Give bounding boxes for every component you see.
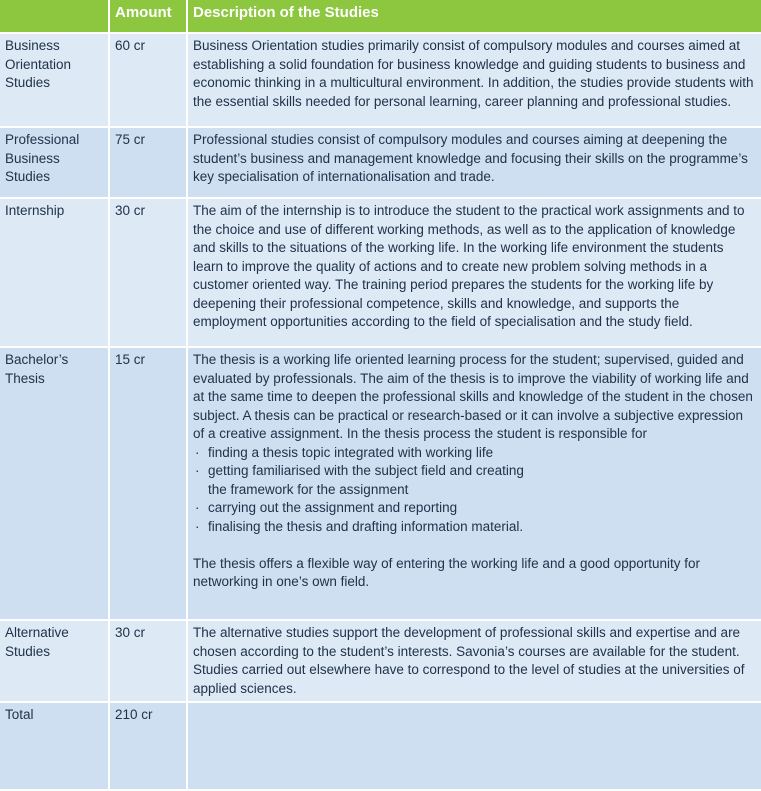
- study-name: Professional Business Studies: [0, 128, 110, 199]
- description-paragraph: The thesis offers a flexible way of entering the working life and a good opportunity for networking in one’s own field.: [193, 555, 701, 589]
- description-paragraph: The aim of the internship is to introduce the student to the practical work assignments and to the choice and use of different working methods, as well as to the application of knowledge and skills to the situations of the working life. In the working life environment the students learn to improve the quality of actions and to create new problem solving methods in a customer oriented way. The training period prepares the students for the working life by deepening their professional competence, skills and knowledge, and supports the employment opportunities according to the field of specialisation and the study field.: [193, 203, 745, 329]
- description-paragraph: The alternative studies support the development of professional skills and expertise and are chosen according to the student’s interests. Savonia’s courses are available for the student. Studies carried out elsewhere have to correspond to the level of studies at the universities of applied sciences.: [193, 625, 745, 696]
- study-amount: 60 cr: [110, 34, 188, 128]
- description-paragraph: Business Orientation studies primarily consist of compulsory modules and courses aimed at establishing a solid foundation for business knowledge and guiding students to business and economic thinking in a multicultural environment. In addition, the studies provide students with the essential skills needed for personal learning, career planning and professional studies.: [193, 38, 754, 109]
- header-cell-empty: [0, 0, 110, 34]
- study-description: [188, 128, 761, 199]
- study-amount: 15 cr: [110, 348, 188, 621]
- thesis-task-continuation: the framework for the assignment: [208, 481, 409, 497]
- thesis-task-text: finding a thesis topic integrated with working life: [208, 444, 494, 460]
- bullet-icon: ·: [195, 518, 200, 534]
- table-header-row: [0, 0, 761, 34]
- thesis-task-item: [193, 518, 755, 537]
- description-paragraph: The thesis is a working life oriented learning process for the student; supervised, guided and evaluated by professionals. The aim of the thesis is to improve the viability of working life and at the same time to deepen the professional skills and knowledge of the student in the chosen subject. A thesis can be practical or research-based or it can involve a subjective expression of a creative assignment. In the thesis process the student is responsible for: [193, 352, 753, 441]
- study-description: [188, 34, 761, 128]
- blank-line: [193, 536, 755, 555]
- study-description: [188, 348, 761, 621]
- description-paragraph: Professional studies consist of compulsory modules and courses aiming at deepening the student’s business and management knowledge and focusing their skills on the programme’s key specialisation of internationalisation and trade.: [193, 132, 748, 184]
- bullet-icon: ·: [195, 500, 200, 515]
- study-amount: 210 cr: [110, 703, 188, 791]
- study-name: Internship: [0, 199, 110, 348]
- study-name: Bachelor’s Thesis: [0, 348, 110, 621]
- study-description: [188, 621, 761, 703]
- study-name: Business Orientation Studies: [0, 34, 110, 128]
- thesis-task-item: [193, 499, 755, 518]
- bullet-icon: ·: [195, 463, 200, 478]
- thesis-task-text: getting familiarised with the subject field and creating: [208, 463, 524, 478]
- table-row-bachelors-thesis: [0, 348, 761, 621]
- study-name: Total: [0, 703, 110, 791]
- header-cell-amount: Amount: [110, 0, 188, 34]
- thesis-task-text: finalising the thesis and drafting information material.: [208, 518, 524, 534]
- bullet-icon: ·: [195, 444, 200, 460]
- study-amount: 30 cr: [110, 199, 188, 348]
- thesis-task-item: [193, 444, 755, 463]
- study-description: [188, 199, 761, 348]
- study-description: [188, 703, 761, 791]
- header-cell-description: Description of the Studies: [188, 0, 761, 34]
- table-row-internship: [0, 199, 761, 348]
- table-row-total: [0, 703, 761, 791]
- table-row-business-orientation: [0, 34, 761, 128]
- thesis-task-item: [193, 462, 755, 481]
- study-amount: 30 cr: [110, 621, 188, 703]
- thesis-task-text: carrying out the assignment and reporting: [208, 500, 458, 515]
- table-row-alternative-studies: [0, 621, 761, 703]
- study-name: Alternative Studies: [0, 621, 110, 703]
- table-row-professional-business: [0, 128, 761, 199]
- study-amount: 75 cr: [110, 128, 188, 199]
